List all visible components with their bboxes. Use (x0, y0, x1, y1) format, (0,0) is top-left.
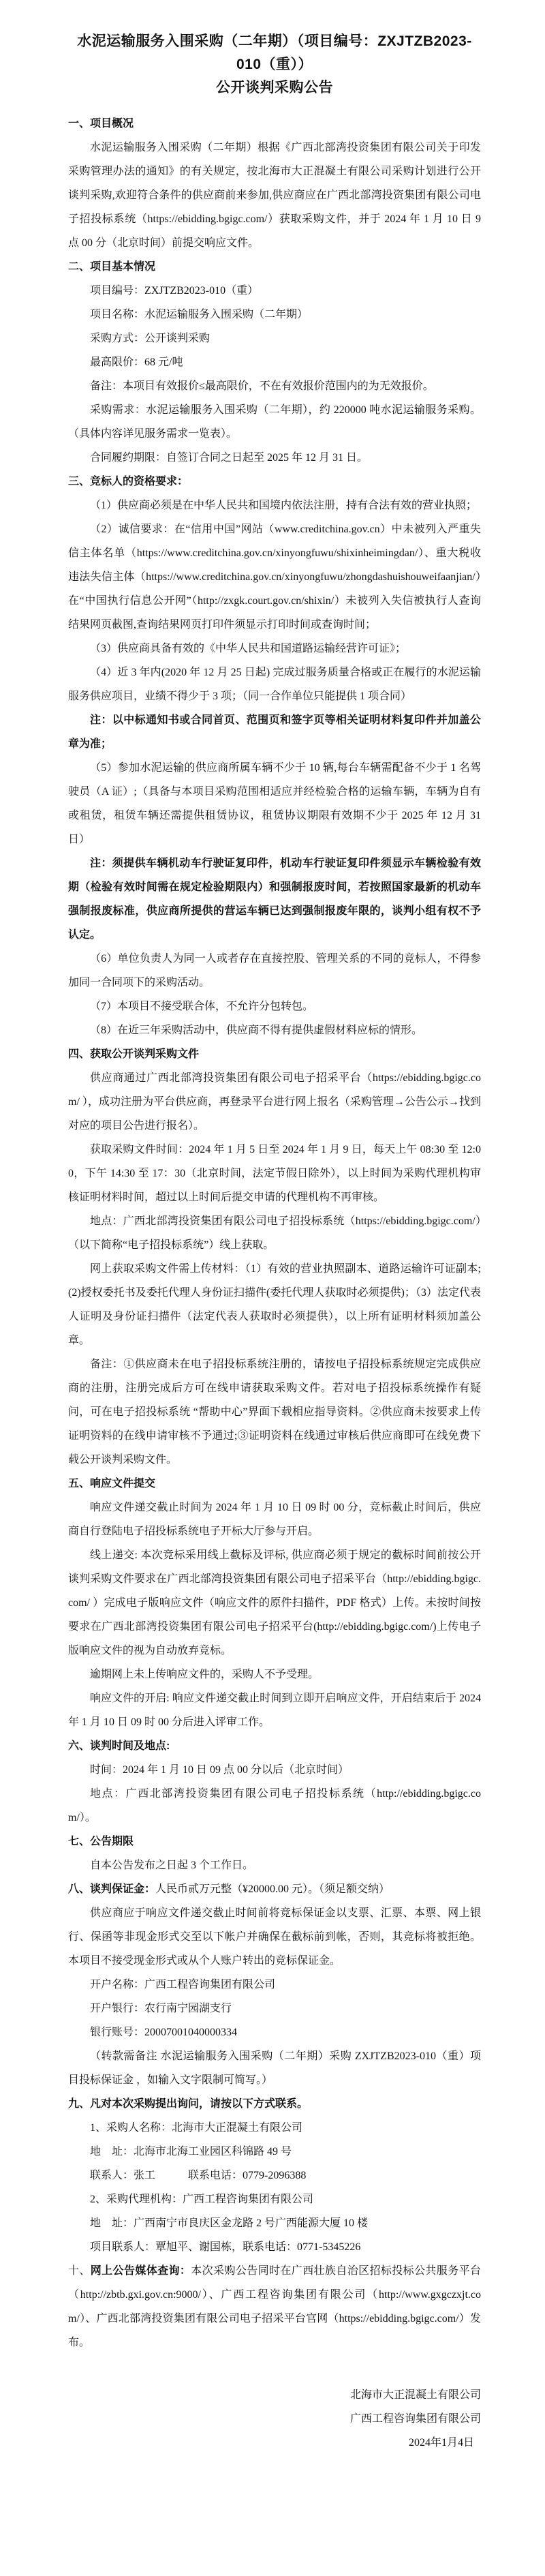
paragraph-text: 备注：①供应商未在电子招投标系统注册的，请按电子招投标系统规定完成供应商的注册，注册完成后方可在线申请获取采购文件。若对电子招投标系统操作有疑问，可在电子招投标系统 “帮助中心”界面下载相应指导资料。②供应商未按要求上传证明资料的在线申请审核不予通过;③证明资料在线通过审核后供应商即可在线免费下载公开谈判采购文件。 (68, 1359, 481, 1466)
paragraph (68, 661, 481, 708)
section-heading (68, 112, 481, 136)
paragraph (68, 1901, 481, 1973)
paragraph-text: 供应商应于响应文件递交截止时间前将竞标保证金以支票、汇票、本票、网上银行、保函等非现金形式交至以下帐户并确保在截标前到帐，否则，其竞标将被拒绝。本项目不接受现金形式或从个人账户转出的竞标保证金。 (68, 1907, 481, 1967)
paragraph-text: （3）供应商具备有效的《中华人民共和国道路运输经营许可证》； (90, 643, 407, 654)
section-heading (68, 1472, 481, 1496)
paragraph-text: （转款需备注 水泥运输服务入围采购（二年期）采购 ZXJTZB2023-010（重）项目投标保证金 ，如输入文字限制可简写。） (68, 2050, 481, 2086)
section-heading (68, 2092, 481, 2116)
paragraph (68, 995, 481, 1018)
paragraph-text: 四、获取公开谈判采购文件 (68, 1048, 200, 1060)
paragraph-text: 地点：广西北部湾投资集团有限公司电子招投标系统（http://ebidding.bgigc.com/）。 (68, 1788, 481, 1823)
paragraph-text: （5）参加水泥运输的供应商所属车辆不少于 10 辆,每台车辆需配备不少于 1 名驾驶员（A 证）;（具备与本项目采购范围相适应并经检验合格的运输车辆，车辆为自有或租赁，租赁车辆还需提供租赁协议，租赁协议期限有效期不少于 2025 年 12 月 31 日） (68, 762, 481, 845)
section-heading (68, 1042, 481, 1066)
paragraph (68, 637, 481, 661)
paragraph (68, 1543, 481, 1663)
paragraph-text: （4）近 3 年内(2020 年 12 月 25 日起) 完成过服务质量合格或正在履行的水泥运输服务供应项目，业绩不得少于 3 项；（同一合作单位只能提供 1 项合同） (68, 667, 481, 702)
heading-prefix: 八、谈判保证金： (68, 1883, 156, 1895)
paragraph (68, 1997, 481, 2020)
paragraph (68, 2235, 481, 2259)
paragraph-text: 三、竞标人的资格要求： (68, 476, 189, 487)
signature-date: 2024年1月4日 (408, 2437, 474, 2449)
section-heading (68, 255, 481, 279)
document-title-line1: 水泥运输服务入围采购（二年期）（项目编号：ZXJTZB2023-010（重）） (77, 33, 472, 72)
paragraph (68, 2187, 481, 2211)
section-heading (68, 1830, 481, 1853)
paragraph (68, 2044, 481, 2092)
signature-block (68, 2383, 481, 2455)
paragraph-text: 逾期网上未上传响应文件的，采购人不予受理。 (90, 1669, 320, 1680)
paragraph-text: 二、项目基本情况 (68, 261, 156, 273)
paragraph (68, 2020, 481, 2044)
paragraph-text: 时间：2024 年 1 月 10 日 09 点 00 分以后（北京时间） (90, 1764, 349, 1776)
paragraph-text: 供应商通过广西北部湾投资集团有限公司电子招采平台（https://ebidding.bgigc.com/ ），成功注册为平台供应商，再登录平台进行网上报名（采购管理→公告公示→找到对应的项目公告进行报名）。 (68, 1072, 481, 1132)
document-title-line2: 公开谈判采购公告 (216, 80, 333, 95)
paragraph-text: 银行账号：20007001040000334 (90, 2027, 238, 2038)
paragraph-text: 注：以中标通知书或合同首页、范围页和签字页等相关证明材料复印件并加盖公章为准； (68, 714, 481, 750)
paragraph-text: 水泥运输服务入围采购（二年期）根据《广西北部湾投资集团有限公司关于印发采购管理办法的通知》的有关规定，按北海市大正混凝土有限公司采购计划进行公开谈判采购,欢迎符合条件的供应商前来参加,供应商应在广西北部湾投资集团有限公司电子招投标系统（https://ebidding.bgigc.com/）获取采购文件，并于 2024 年 1 月 10 日 9 点 00 分（北京时间）前提交响应文件。 (68, 142, 481, 249)
paragraph (68, 1352, 481, 1472)
paragraph-text: 响应文件递交截止时间为 2024 年 1 月 10 日 09 时 00 分，竞标截止时间后，供应商自行登陆电子招投标系统电子开标大厅参与开启。 (68, 1502, 481, 1537)
paragraph (68, 1257, 481, 1352)
paragraph-text: 九、凡对本次采购提出询问，请按以下方式联系。 (68, 2098, 309, 2110)
paragraph (68, 2259, 481, 2354)
paragraph-text: 注：须提供车辆机动车行驶证复印件，机动车行驶证复印件须显示车辆检验有效期（检验有效时间需在规定检验期限内）和强制报废时间，若按照国家最新的机动车强制报废标准，供应商所提供的营运车辆已达到强制报废年限的，谈判小组有权不予认定。 (68, 858, 481, 941)
paragraph-text: 自本公告发布之日起 3 个工作日。 (90, 1860, 254, 1871)
paragraph (68, 2211, 481, 2235)
paragraph (68, 136, 481, 255)
paragraph (68, 1877, 481, 1901)
signature-purchaser: 北海市大正混凝土有限公司 (349, 2389, 481, 2401)
paragraph (68, 398, 481, 446)
paragraph-text: （1）供应商必须是在中华人民共和国境内依法注册，持有合法有效的营业执照； (90, 500, 478, 511)
paragraph-text: 2、采购代理机构：广西工程咨询集团有限公司 (90, 2194, 314, 2205)
paragraph (68, 756, 481, 851)
section-heading (68, 1734, 481, 1758)
paragraph-text: 网上获取采购文件需上传材料：（1）有效的营业执照副本、道路运输许可证副本;(2)授权委托书及委托代理人身份证扫描件(委托代理人获取时必须提供)；（3）法定代表人证明及身份证扫描件（法定代表人获取时必须提供），以上所有证明材料须加盖公章。 (68, 1263, 481, 1346)
paragraph-text: 六、谈判时间及地点: (68, 1740, 170, 1752)
paragraph-text: 获取采购文件时间：2024 年 1 月 5 日至 2024 年 1 月 9 日，每天上午 08:30 至 12:00，下午 14:30 至 17：30（北京时间，法定节假日除外），以上时间为采购代理机构审核证明材料时间，超过以上时间后提交申请的代理机构不再审核。 (68, 1144, 481, 1203)
paragraph-text: 备注：本项目有效报价≤最高限价，不在有效报价范围内的为无效报价。 (90, 380, 434, 392)
paragraph-text: 地 址：广西南宁市良庆区金龙路 2 号广西能源大厦 10 楼 (90, 2217, 369, 2229)
paragraph (68, 1209, 481, 1257)
paragraph-text: 项目名称：水泥运输服务入围采购（二年期） (90, 309, 309, 320)
paragraph (68, 1853, 481, 1877)
paragraph-text: 七、公告期限 (68, 1836, 134, 1847)
paragraph-text: 一、项目概况 (68, 118, 134, 130)
paragraph (68, 1138, 481, 1209)
paragraph-text: 采购需求：水泥运输服务入围采购（二年期），约 220000 吨水泥运输服务采购。（具体内容详见服务需求一览表）。 (68, 404, 481, 440)
paragraph (68, 947, 481, 995)
heading-number: 十、 (68, 2265, 91, 2277)
paragraph-text: 地 址：北海市北海工业园区科锦路 49 号 (90, 2146, 292, 2157)
paragraph (68, 350, 481, 374)
paragraph-text: 项目联系人：覃旭平、谢国栋，联系电话：0771-5345226 (90, 2241, 361, 2253)
paragraph (68, 517, 481, 637)
note-paragraph (68, 851, 481, 947)
paragraph-text: 响应文件的开启: 响应文件递交截止时间到立即开启响应文件，开启结束后于 2024 年 1 月 10 日 09 时 00 分后进入评审工作。 (68, 1693, 481, 1728)
signature-agency: 广西工程咨询集团有限公司 (349, 2413, 481, 2425)
paragraph-text: 开户名称：广西工程咨询集团有限公司 (90, 1979, 276, 1990)
paragraph (68, 1758, 481, 1782)
paragraph-text: 项目编号：ZXJTZB2023-010（重） (90, 285, 259, 297)
paragraph-text: （7）本项目不接受联合体，不允许分包转包。 (90, 1001, 314, 1012)
paragraph (68, 1686, 481, 1734)
paragraph-text: 人民币贰万元整（¥20000.00 元）。（须足额交纳） (155, 1883, 390, 1895)
paragraph (68, 2164, 481, 2187)
note-paragraph (68, 708, 481, 756)
paragraph (68, 374, 481, 398)
paragraph-text: 开户银行：农行南宁园湖支行 (90, 2003, 232, 2014)
paragraph (68, 327, 481, 350)
paragraph (68, 1066, 481, 1138)
document-title (68, 30, 481, 100)
paragraph (68, 494, 481, 517)
paragraph-text: 本次采购公告同时在广西壮族自治区招标投标公共服务平台（http://zbtb.gxi.gov.cn:9000/）、广西工程咨询集团有限公司（http://www.gxgczxjt.com/）、广西北部湾投资集团有限公司电子招采平台官网（https://ebidding.bgigc.com/）发布。 (68, 2265, 481, 2348)
paragraph (68, 279, 481, 303)
paragraph-text: （2）诚信要求：在“信用中国”网站（www.creditchina.gov.cn）中未被列入严重失信主体名单（https://www.creditchina.gov.cn/xinyongfuwu/shixinheimingdan/）、重大税收违法失信主体（https://www.creditchina.gov.cn/xinyongfuwu/zhongdashuishouweifaanjian/）在“中国执行信息公开网”（http://zxgk.court.gov.cn/shixin/）未被列入失信被执行人查询结果网页截图,查询结果网页打印件须显示打印时间或查询时间； (68, 524, 481, 631)
paragraph-text: （6）单位负责人为同一人或者存在直接控股、管理关系的不同的竞标人，不得参加同一合同项下的采购活动。 (68, 953, 481, 988)
paragraph (68, 1973, 481, 1997)
paragraph (68, 2116, 481, 2140)
paragraph-text: 线上递交: 本次竞标采用线上截标及评标, 供应商必须于规定的截标时间前按公开谈判采购文件要求在广西北部湾投资集团有限公司电子招采平台（http://ebidding.bgigc.com/ ）完成电子版响应文件（响应文件的原件扫描件，PDF 格式）上传。未按时间按要求在广西北部湾投资集团有限公司电子招采平台(http://ebidding.bgigc.com/)上传电子版响应文件的视为自动放弃竞标。 (68, 1549, 481, 1656)
paragraph-text: 联系人：张工 联系电话：0779-2096388 (90, 2170, 307, 2181)
paragraph (68, 1782, 481, 1830)
paragraph-text: 地点：广西北部湾投资集团有限公司电子招投标系统（https://ebidding.bgigc.com/）（以下简称“电子招投标系统”）线上获取。 (68, 1215, 481, 1251)
paragraph (68, 303, 481, 327)
paragraph-text: 采购方式：公开谈判采购 (90, 333, 211, 344)
document-body (68, 112, 481, 2354)
paragraph (68, 446, 481, 470)
paragraph (68, 1663, 481, 1686)
paragraph-text: 最高限价：68 元/吨 (90, 357, 183, 368)
paragraph-text: 合同履约期限：自签订合同之日起至 2025 年 12 月 31 日。 (90, 452, 369, 464)
paragraph (68, 1018, 481, 1042)
paragraph (68, 2140, 481, 2164)
paragraph-text: 1、采购人名称：北海市大正混凝土有限公司 (90, 2122, 303, 2134)
heading-prefix: 网上公告媒体查询： (90, 2265, 191, 2277)
paragraph (68, 1496, 481, 1543)
paragraph-text: 五、响应文件提交 (68, 1478, 156, 1489)
paragraph-text: （8）在近三年采购活动中，供应商不得有提供虚假材料应标的情形。 (90, 1025, 423, 1036)
section-heading (68, 470, 481, 494)
